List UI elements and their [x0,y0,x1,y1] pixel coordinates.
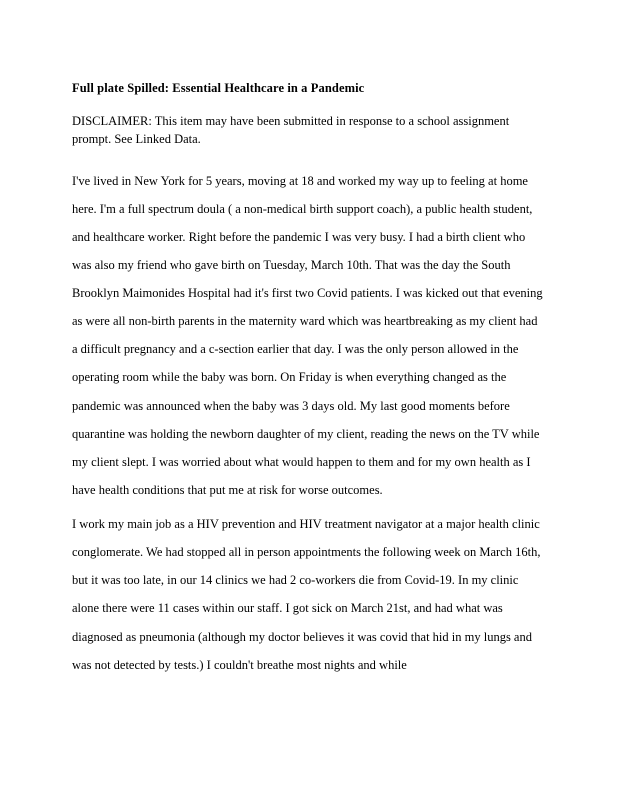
disclaimer-text: DISCLAIMER: This item may have been submitted in response to a school assignment prompt. See Linked Data. [72,114,510,147]
page-title: Full plate Spilled: Essential Healthcare in a Pandemic [72,81,365,95]
body-paragraph-2: I work my main job as a HIV prevention and HIV treatment navigator at a major health clinic conglomerate. We had stopped all in person appointments the following week on March 16th, but it was too late, in our 14 clinics we had 2 co-workers die from Covid-19. In my clinic alone there were 11 cases within our staff. I got sick on March 21st, and had what was diagnosed as pneumonia (although my doctor believes it was covid that hid in my lungs and was not detected by tests.) I couldn't breathe most nights and while [72,517,541,672]
body-paragraph-1: I've lived in New York for 5 years, moving at 18 and worked my way up to feeling at home here. I'm a full spectrum doula ( a non-medical birth support coach), a public health student, and healthcare worker. Right before the pandemic I was very busy. I had a birth client who was also my friend who gave birth on Tuesday, March 10th. That was the day the South Brooklyn Maimonides Hospital had it's first two Covid patients. I was kicked out that evening as were all non-birth parents in the maternity ward which was heartbreaking as my client had a difficult pregnancy and a c-section earlier that day. I was the only person allowed in the operating room while the baby was born. On Friday is when everything changed as the pandemic was announced when the baby was 3 days old. My last good moments before quarantine was holding the newborn daughter of my client, reading the news on the TV while my client slept. I was worried about what would happen to them and for my own health as I have health conditions that put me at risk for worse outcomes. [72,173,543,497]
